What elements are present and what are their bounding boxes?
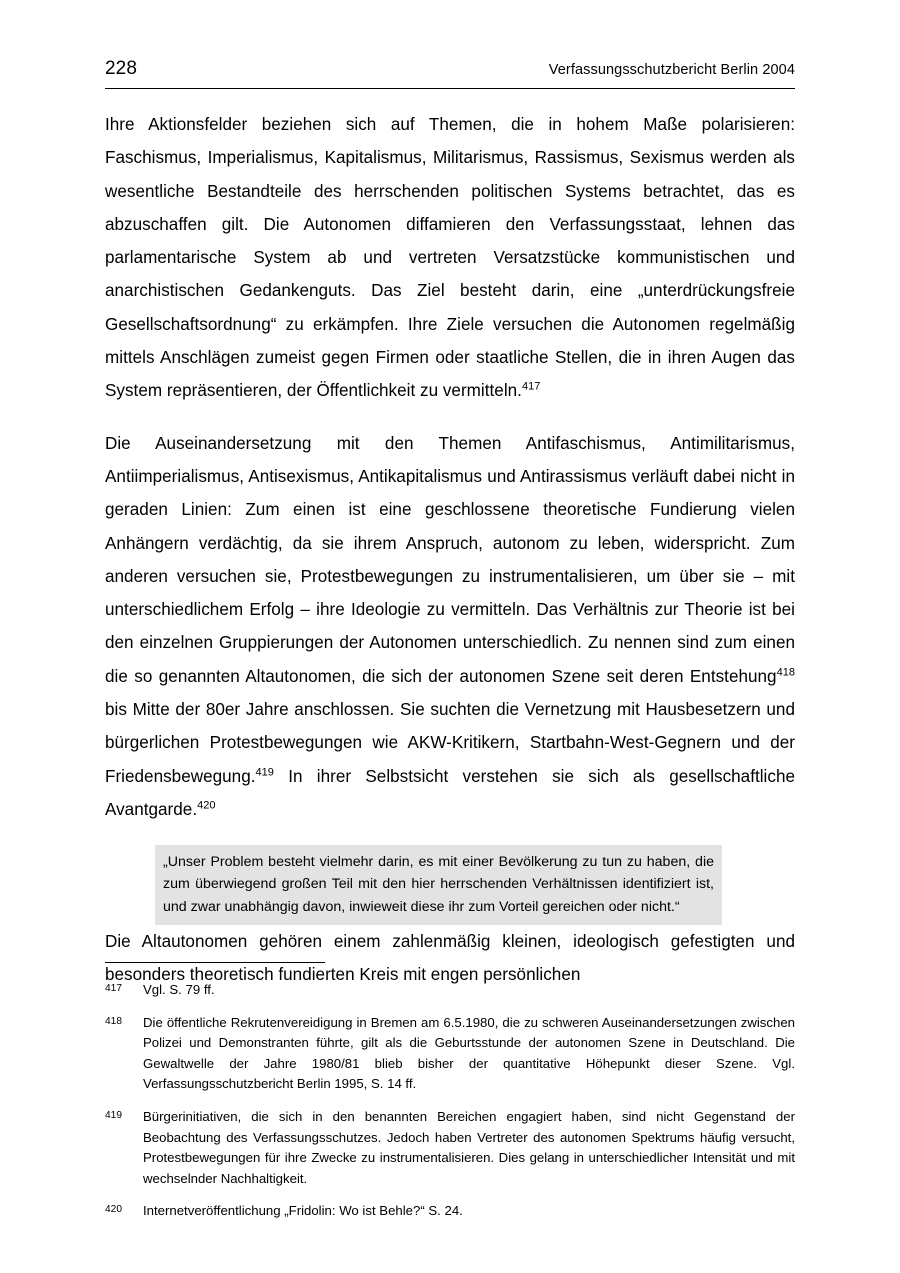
footnote-entry [105,1013,795,1095]
footnote-entry [105,980,795,1001]
footnote-entry [105,1201,795,1222]
footnote-ref-420[interactable]: 420 [197,799,216,812]
footnote-divider [105,962,325,963]
paragraph-2-text-a: Die Auseinandersetzung mit den Themen Antifaschismus, Antimilitarismus, Antiimperialismus, Antisexismus, Antikapitalismus und Antirassismus verläuft dabei nicht in geraden Linien: Zum einen ist eine geschlossene theoretische Fundierung vielen Anhängern verdächtig, da sie ihrem Anspruch, autonom zu leben, widerspricht. Zum anderen versuchen sie, Protestbewegungen zu instrumentalisieren, um über sie – mit unterschiedlichem Erfolg – ihre Ideologie zu vermitteln. Das Verhältnis zur Theorie ist bei den einzelnen Gruppierungen der Autonomen unterschiedlich. Zu nennen sind zum einen die so genannten Altautonomen, die sich der autonomen Szene seit deren Entstehung [105,433,795,686]
footnote-ref-417[interactable]: 417 [521,380,541,393]
footnote-text: Internetveröffentlichung „Fridolin: Wo ist Behle?“ S. 24. [143,1203,463,1219]
footnote-text: Die öffentliche Rekrutenvereidigung in Bremen am 6.5.1980, die zu schweren Auseinandersetzungen zwischen Polizei und Demonstranten führte, gilt als die Geburtsstunde der autonomen Szene in Deutschland. Die Gewaltwelle der Jahre 1980/81 blieb bisher der quantitative Höhepunkt dieser Szene. Vgl. Verfassungsschutzbericht Berlin 1995, S. 14 ff. [143,1014,795,1092]
paragraph-1-text: Ihre Aktionsfelder beziehen sich auf Themen, die in hohem Maße polarisieren: Faschismus, Imperialismus, Kapitalismus, Militarismus, Rassismus, Sexismus werden als wesentliche Bestandteile des herrschenden politischen Systems betrachtet, das es abzuschaffen gilt. Die Autonomen diffamieren den Verfassungsstaat, lehnen das parlamentarische System ab und vertreten Versatzstücke kommunistischen und anarchistischen Gedankenguts. Das Ziel besteht darin, eine „unterdrückungsfreie Gesellschaftsordnung“ zu erkämpfen. Ihre Ziele versuchen die Autonomen regelmäßig mittels Anschlägen zumeist gegen Firmen oder staatliche Stellen, die in ihren Augen das System repräsentieren, der Öffentlichkeit zu vermitteln. [105,115,795,401]
block-quotation [155,845,722,925]
footnote-marker: 419 [105,1109,122,1121]
header-divider [105,88,795,89]
footnote-section [105,962,795,1234]
footnote-text: Bürgerinitiativen, die sich in den benannten Bereichen engagiert haben, sind nicht Gegenstand der Beobachtung des Verfassungsschutzes. Jedoch haben Vertreter des autonomen Spektrums häufig versucht, Protestbewegungen für ihre Zwecke zu instrumentalisieren. Dies gelang in unterschiedlicher Intensität und mit wechselnder Nachhaltigkeit. [143,1108,795,1186]
page-body [105,108,795,991]
footnote-marker: 418 [105,1015,122,1027]
report-title: Verfassungsschutzbericht Berlin 2004 [548,62,795,78]
footnote-entry [105,1107,795,1189]
footnote-text: Vgl. S. 79 ff. [143,982,215,997]
block-quotation-text: „Unser Problem besteht vielmehr darin, es mit einer Bevölkerung zu tun zu haben, die zum überwiegend großen Teil mit den hier herrschenden Verhältnissen identifiziert ist, und zwar unabhängig davon, inwieweit diese ihr zum Vorteil gereichen oder nicht.“ [163,854,714,915]
paragraph-2 [105,427,795,827]
paragraph-1 [105,108,795,408]
paragraph-2-text-b: bis Mitte der 80er Jahre anschlossen. Sie suchten die Vernetzung mit Hausbesetzern und bürgerlichen Protestbewegungen wie AKW-Kritikern, Startbahn-West-Gegnern und der Friedensbewegung. [105,700,795,786]
footnote-marker: 417 [105,983,122,994]
footnote-marker: 420 [105,1204,122,1216]
page-number: 228 [105,58,138,79]
footnote-ref-418[interactable]: 418 [776,666,795,679]
footnote-ref-419[interactable]: 419 [255,765,274,778]
paragraph-3: Die Altautonomen gehören einem zahlenmäßig kleinen, ideologisch gefestigten und besonders theoretisch fundierten Kreis mit engen persönlichen [105,931,795,985]
paragraph-2-text-c: In ihrer Selbstsicht verstehen sie sich als gesellschaftliche Avantgarde. [105,766,795,819]
page-header [105,58,795,80]
